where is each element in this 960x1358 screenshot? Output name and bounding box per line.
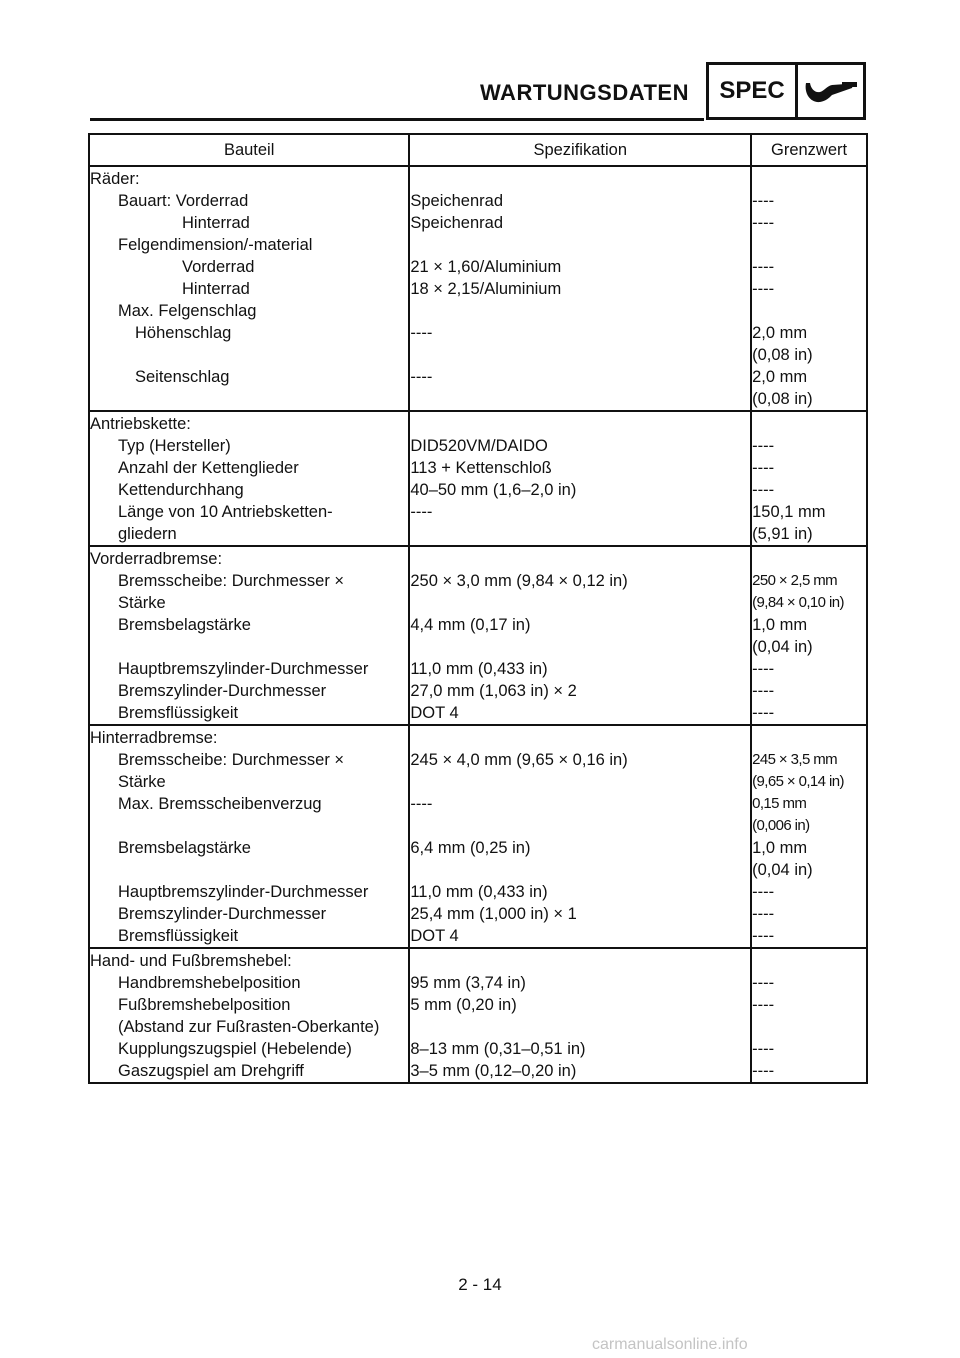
limit-cell — [751, 366, 867, 411]
table-row — [89, 501, 867, 546]
part-cell: Kettendurchhang — [89, 479, 409, 501]
spec-cell: 113 + Kettenschloß — [409, 457, 751, 479]
limit-cell: ---- — [751, 278, 867, 300]
part-cell: Gaszugspiel am Drehgriff — [89, 1060, 409, 1083]
table-header-row — [89, 134, 867, 166]
table-row — [89, 793, 867, 837]
part-cell: Hinterrad — [89, 278, 409, 300]
part-label-continued: (Abstand zur Fußrasten-Oberkante) — [118, 1018, 380, 1036]
limit-cell: ---- — [751, 212, 867, 234]
part-cell: Höhenschlag — [89, 322, 409, 366]
limit-cell: ---- — [751, 479, 867, 501]
table-row — [89, 1038, 867, 1060]
limit-value-imperial: (0,08 in) — [752, 346, 813, 364]
limit-cell — [751, 570, 867, 614]
table-row — [89, 166, 867, 190]
table-row — [89, 256, 867, 278]
column-header-spec: Spezifikation — [409, 134, 751, 166]
column-header-part: Bauteil — [89, 134, 409, 166]
table-row — [89, 212, 867, 234]
spec-label: SPEC — [709, 65, 798, 117]
spec-cell: 5 mm (0,20 in) — [409, 994, 751, 1038]
spec-cell: 18 × 2,15/Aluminium — [409, 278, 751, 300]
spec-cell: 6,4 mm (0,25 in) — [409, 837, 751, 881]
limit-value: 1,0 mm — [752, 616, 808, 634]
part-cell: Anzahl der Kettenglieder — [89, 457, 409, 479]
table-row — [89, 837, 867, 881]
limit-value: 2,0 mm — [752, 324, 808, 342]
limit-value: 0,15 mm — [752, 795, 807, 812]
table-row — [89, 972, 867, 994]
part-cell: Bremsbelagstärke — [89, 614, 409, 658]
limit-value-imperial: (9,84 × 0,10 in) — [752, 594, 844, 611]
spec-cell — [409, 725, 751, 749]
maintenance-spec-table — [88, 133, 868, 1084]
spec-cell: 27,0 mm (1,063 in) × 2 — [409, 680, 751, 702]
spec-cell: ---- — [409, 793, 751, 837]
limit-cell — [751, 322, 867, 366]
spec-cell — [409, 948, 751, 972]
limit-cell — [751, 234, 867, 256]
table-row — [89, 725, 867, 749]
group-front-brake — [89, 546, 867, 725]
limit-cell — [751, 546, 867, 570]
part-cell: Felgendimension/-material — [89, 234, 409, 256]
watermark: carmanualsonline.info — [592, 1336, 748, 1353]
spec-cell — [409, 300, 751, 322]
table-row — [89, 702, 867, 725]
part-cell: Bremsflüssigkeit — [89, 702, 409, 725]
limit-value-imperial: (5,91 in) — [752, 525, 813, 543]
table-row — [89, 411, 867, 435]
table-row — [89, 658, 867, 680]
limit-cell: ---- — [751, 680, 867, 702]
column-header-limit: Grenzwert — [751, 134, 867, 166]
group-wheels — [89, 166, 867, 411]
spec-cell: DOT 4 — [409, 925, 751, 948]
limit-cell — [751, 793, 867, 837]
spec-cell: Speichenrad — [409, 190, 751, 212]
table-row — [89, 435, 867, 457]
part-label: Bremsscheibe: Durchmesser × — [118, 751, 345, 769]
part-cell: Bremszylinder-Durchmesser — [89, 680, 409, 702]
table-row — [89, 570, 867, 614]
spec-cell: ---- — [409, 501, 751, 546]
part-cell: Räder: — [89, 166, 409, 190]
limit-value: 150,1 mm — [752, 503, 826, 521]
table-row — [89, 546, 867, 570]
table-row — [89, 322, 867, 366]
page-number: 2 - 14 — [458, 1275, 502, 1294]
spec-badge — [706, 62, 866, 120]
limit-cell — [751, 411, 867, 435]
limit-cell — [751, 749, 867, 793]
part-cell: Max. Felgenschlag — [89, 300, 409, 322]
part-cell: Hinterradbremse: — [89, 725, 409, 749]
limit-cell: ---- — [751, 1038, 867, 1060]
table-row — [89, 190, 867, 212]
limit-cell: ---- — [751, 435, 867, 457]
limit-cell — [751, 300, 867, 322]
spec-cell: ---- — [409, 366, 751, 411]
part-cell — [89, 994, 409, 1038]
part-cell: Hand- und Fußbremshebel: — [89, 948, 409, 972]
part-label: Fußbremshebelposition — [118, 996, 291, 1014]
limit-cell — [751, 725, 867, 749]
part-cell: Typ (Hersteller) — [89, 435, 409, 457]
table-row — [89, 479, 867, 501]
spec-cell: 8–13 mm (0,31–0,51 in) — [409, 1038, 751, 1060]
limit-value-imperial: (0,04 in) — [752, 638, 813, 656]
spec-cell: 40–50 mm (1,6–2,0 in) — [409, 479, 751, 501]
table-row — [89, 948, 867, 972]
table-row — [89, 366, 867, 411]
part-cell: Vorderradbremse: — [89, 546, 409, 570]
table-row — [89, 1060, 867, 1083]
limit-value-imperial: (0,04 in) — [752, 861, 813, 879]
part-cell: Bremsflüssigkeit — [89, 925, 409, 948]
table-row — [89, 614, 867, 658]
table-row — [89, 994, 867, 1038]
table-row — [89, 300, 867, 322]
limit-cell — [751, 501, 867, 546]
limit-value: 2,0 mm — [752, 368, 808, 386]
part-cell: Vorderrad — [89, 256, 409, 278]
table-row — [89, 925, 867, 948]
part-cell: Kupplungszugspiel (Hebelende) — [89, 1038, 409, 1060]
part-cell: Antriebskette: — [89, 411, 409, 435]
table-row — [89, 749, 867, 793]
spec-cell — [409, 411, 751, 435]
group-brake-levers — [89, 948, 867, 1083]
spec-cell: DID520VM/DAIDO — [409, 435, 751, 457]
limit-cell: ---- — [751, 881, 867, 903]
limit-cell: ---- — [751, 702, 867, 725]
group-rear-brake — [89, 725, 867, 948]
table-row — [89, 881, 867, 903]
limit-cell: ---- — [751, 903, 867, 925]
spec-cell — [409, 546, 751, 570]
limit-value-imperial: (0,006 in) — [752, 817, 810, 834]
spec-cell: 95 mm (3,74 in) — [409, 972, 751, 994]
spec-cell: 250 × 3,0 mm (9,84 × 0,12 in) — [409, 570, 751, 614]
table-row — [89, 903, 867, 925]
table-row — [89, 457, 867, 479]
spec-cell: Speichenrad — [409, 212, 751, 234]
part-cell — [89, 570, 409, 614]
part-label-continued: Stärke — [118, 773, 166, 791]
spec-cell: ---- — [409, 322, 751, 366]
limit-cell: ---- — [751, 658, 867, 680]
limit-cell: ---- — [751, 457, 867, 479]
part-cell: Hauptbremszylinder-Durchmesser — [89, 881, 409, 903]
limit-value: 1,0 mm — [752, 839, 808, 857]
part-cell: Handbremshebelposition — [89, 972, 409, 994]
limit-cell — [751, 948, 867, 972]
group-drive-chain — [89, 411, 867, 546]
limit-cell: ---- — [751, 994, 867, 1038]
spec-cell — [409, 166, 751, 190]
part-cell — [89, 501, 409, 546]
spec-cell: 25,4 mm (1,000 in) × 1 — [409, 903, 751, 925]
limit-value: 245 × 3,5 mm — [752, 751, 838, 768]
part-cell — [89, 749, 409, 793]
part-label-continued: Stärke — [118, 594, 166, 612]
header-rule — [90, 118, 704, 121]
limit-cell — [751, 166, 867, 190]
limit-cell: ---- — [751, 1060, 867, 1083]
spec-cell: DOT 4 — [409, 702, 751, 725]
part-cell: Bremsbelagstärke — [89, 837, 409, 881]
limit-cell — [751, 837, 867, 881]
limit-cell: ---- — [751, 190, 867, 212]
limit-cell: ---- — [751, 972, 867, 994]
part-label: Bremsscheibe: Durchmesser × — [118, 572, 345, 590]
spec-cell: 21 × 1,60/Aluminium — [409, 256, 751, 278]
table-row — [89, 680, 867, 702]
page-title: WARTUNGSDATEN — [480, 80, 689, 105]
spec-cell: 4,4 mm (0,17 in) — [409, 614, 751, 658]
limit-cell: ---- — [751, 256, 867, 278]
table-row — [89, 234, 867, 256]
spec-cell: 245 × 4,0 mm (9,65 × 0,16 in) — [409, 749, 751, 793]
part-cell: Bauart: Vorderrad — [89, 190, 409, 212]
part-cell: Hauptbremszylinder-Durchmesser — [89, 658, 409, 680]
limit-value: 250 × 2,5 mm — [752, 572, 838, 589]
table-row — [89, 278, 867, 300]
spec-cell: 11,0 mm (0,433 in) — [409, 658, 751, 680]
limit-cell: ---- — [751, 925, 867, 948]
spec-cell — [409, 234, 751, 256]
part-label: Länge von 10 Antriebsketten- — [118, 503, 333, 521]
part-label-continued: gliedern — [118, 525, 177, 543]
limit-cell — [751, 614, 867, 658]
part-cell: Max. Bremsscheibenverzug — [89, 793, 409, 837]
spec-cell: 3–5 mm (0,12–0,20 in) — [409, 1060, 751, 1083]
wrench-icon — [798, 65, 863, 117]
spec-cell: 11,0 mm (0,433 in) — [409, 881, 751, 903]
limit-value-imperial: (0,08 in) — [752, 390, 813, 408]
limit-value-imperial: (9,65 × 0,14 in) — [752, 773, 844, 790]
part-cell: Hinterrad — [89, 212, 409, 234]
part-cell: Seitenschlag — [89, 366, 409, 411]
part-cell: Bremszylinder-Durchmesser — [89, 903, 409, 925]
